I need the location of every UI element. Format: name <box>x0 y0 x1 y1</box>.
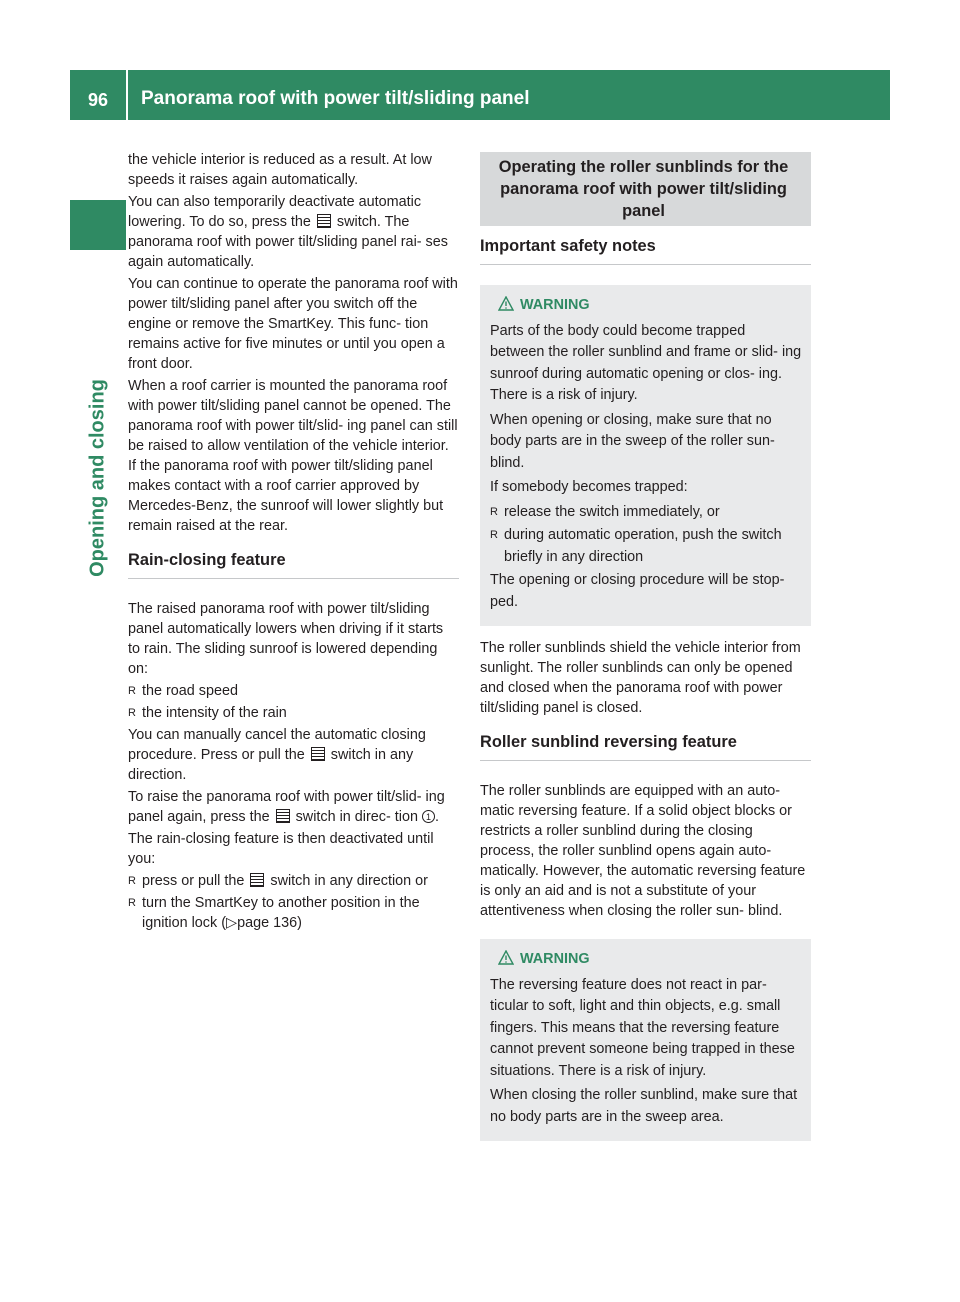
direction-number-icon: 1 <box>422 810 435 823</box>
bullet-icon: R <box>490 505 498 518</box>
roof-switch-icon <box>311 747 325 761</box>
roof-switch-icon <box>276 809 290 823</box>
text: switch. The panorama roof with power tilt/sliding panel rai- ses again automatically. <box>128 214 448 270</box>
bullet-icon: R <box>128 875 136 887</box>
text: You can manually cancel the automatic closing procedure. Press or pull the <box>128 727 426 763</box>
warning-triangle-icon <box>498 950 514 965</box>
bullet-icon: R <box>128 897 136 909</box>
list-item <box>490 502 803 524</box>
section-heading: Important safety notes <box>480 236 811 265</box>
paragraph: When closing the roller sunblind, make sure that no body parts are in the sweep area. <box>490 1087 798 1125</box>
paragraph: Parts of the body could become trapped between the roller sunblind and frame or slid- ing sunroof during automatic opening or clos- ing. There is a risk of injury. <box>490 322 802 403</box>
text: press or pull the <box>142 873 245 889</box>
paragraph: the vehicle interior is reduced as a result. At low speeds it raises again automatically. <box>128 152 432 188</box>
section-tab <box>70 200 126 250</box>
bullet-icon: R <box>128 707 136 719</box>
warning-label: WARNING <box>520 297 590 313</box>
warning-label: WARNING <box>520 951 590 967</box>
warning-box <box>480 939 811 1141</box>
section-heading: Rain-closing feature <box>128 550 459 579</box>
list-item <box>128 703 459 723</box>
page-number: 96 <box>87 90 109 110</box>
roof-switch-icon <box>250 873 264 887</box>
paragraph: The raised panorama roof with power tilt/sliding panel automatically lowers when driving if it starts to rain. The sliding sunroof is lowered depending on: <box>128 601 444 677</box>
section-label: Opening and closing <box>86 379 109 577</box>
page-reference-arrow-icon: ▷ <box>225 915 238 931</box>
paragraph: When a roof carrier is mounted the panorama roof with power tilt/sliding panel cannot be opened. The panorama roof with power tilt/slid- ing panel can still be raised to allow ventilation of the vehicle interior. If the panorama roof with power tilt/sliding panel makes contact with a roof carrier approved by Mercedes-Benz, the sunroof will lower slightly but remain raised at the rear. <box>128 378 458 534</box>
right-column <box>480 152 811 1153</box>
header-divider <box>126 70 128 120</box>
text: switch in any direction. <box>128 747 414 783</box>
paragraph: The reversing feature does not react in par- ticular to soft, light and thin objects, e.g. small fingers. This means that the reversing feature cannot prevent someone being trapped in these situations. There is a risk of injury. <box>490 976 795 1079</box>
paragraph: The opening or closing procedure will be stop- ped. <box>490 572 785 610</box>
paragraph: When opening or closing, make sure that no body parts are in the sweep of the roller sun- blind. <box>490 411 775 471</box>
page-title: Panorama roof with power tilt/sliding panel <box>141 88 530 109</box>
paragraph: The roller sunblinds are equipped with an auto- matic reversing feature. If a solid object blocks or restricts a roller sunblind during the closing process, the roller sunblind opens again auto- matically. However, the automatic reversing feature is only an aid and is not a substitute of your attentiveness when closing the roller sun- blind. <box>480 783 806 919</box>
paragraph: You can continue to operate the panorama roof with power tilt/sliding panel after you switch off the engine or remove the SmartKey. This func- tion remains active for five minutes or until you open a front door. <box>128 276 458 372</box>
text: switch in any direction or <box>270 873 428 889</box>
page-reference-link[interactable]: page 136) <box>237 915 302 931</box>
paragraph: The roller sunblinds shield the vehicle interior from sunlight. The roller sunblinds can only be opened and closed when the panorama roof with power tilt/sliding panel is closed. <box>480 640 801 716</box>
list-item <box>128 893 459 933</box>
list-item <box>128 871 459 891</box>
roof-switch-icon <box>317 214 331 228</box>
section-heading: Roller sunblind reversing feature <box>480 732 811 761</box>
bullet-icon: R <box>490 529 498 541</box>
list-item-text: the intensity of the rain <box>142 705 287 721</box>
text: You can also temporarily deactivate automatic lowering. To do so, press the <box>128 194 422 230</box>
bullet-list <box>128 681 459 723</box>
list-item <box>490 525 803 568</box>
list-item-text: the road speed <box>142 683 239 699</box>
paragraph <box>128 787 459 827</box>
warning-triangle-icon <box>498 296 514 311</box>
paragraph <box>128 192 459 272</box>
list-item-text: release the switch immediately, or <box>504 503 720 520</box>
left-column <box>128 150 459 935</box>
text: To raise the panorama roof with power tilt/slid- ing panel again, press the <box>128 789 445 825</box>
text: . <box>434 809 439 825</box>
chapter-heading: Operating the roller sunblinds for the panorama roof with power tilt/sliding panel <box>480 152 811 226</box>
bullet-list <box>490 502 803 569</box>
warning-header <box>490 949 803 971</box>
bullet-list <box>128 871 459 933</box>
text: turn the SmartKey to another position in the ignition lock ( <box>142 895 420 931</box>
list-item <box>128 681 459 701</box>
list-item-text: during automatic operation, push the switch briefly in any direction <box>504 527 782 565</box>
paragraph: If somebody becomes trapped: <box>490 479 688 495</box>
warning-box <box>480 285 811 626</box>
bullet-icon: R <box>128 685 136 697</box>
paragraph <box>128 725 459 785</box>
warning-header <box>490 295 803 317</box>
text: switch in direc- tion <box>295 809 418 825</box>
paragraph: The rain-closing feature is then deactivated until you: <box>128 831 434 867</box>
